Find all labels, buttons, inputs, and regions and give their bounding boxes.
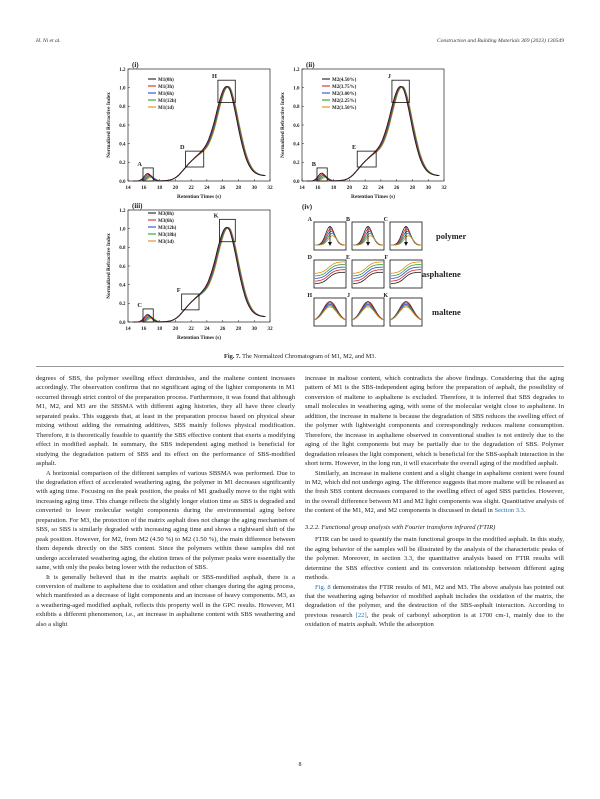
y-tick-label: 0.6 — [119, 264, 126, 270]
x-axis-label: Retention Times (s) — [351, 194, 395, 200]
y-axis-label: Normalized Refractive Index — [106, 233, 112, 299]
y-tick-label: 1.0 — [119, 227, 126, 233]
y-tick-label: 0.0 — [293, 179, 300, 185]
y-tick-label: 0.8 — [293, 105, 300, 111]
panel-label: (iv) — [302, 203, 313, 211]
y-tick-label: 0.4 — [119, 142, 126, 148]
section-heading: 3.2.2. Functional group analysis with Fourier transform infrared (FTIR) — [305, 523, 496, 531]
zoom-box-label: C — [137, 301, 142, 309]
legend-entry: M3(1d) — [158, 239, 174, 245]
zoom-thumbnail — [314, 298, 346, 326]
zoom-box-label: E — [352, 144, 357, 152]
x-tick-label: 14 — [125, 326, 131, 332]
thumbnail-line — [391, 306, 421, 320]
reference-link[interactable]: [22] — [355, 611, 367, 619]
y-tick-label: 0.8 — [119, 105, 126, 111]
x-tick-label: 16 — [141, 185, 147, 191]
page-number: 8 — [298, 762, 302, 768]
zoom-thumbnail-label: A — [307, 217, 312, 223]
x-tick-label: 14 — [299, 185, 305, 191]
body-paragraph: It is generally believed that in the matrix asphalt or SBS-modified asphalt, there is a conversion of maltene to asphaltene due to oxidation and other changes during the aging process, which manifested as a decrease of light components and an increase of heavy components. M3, as a weathering-aged modified asphalt, reflects this property well in the GPC results. However, M1 exhibits a different phenomenon, i.e., an increase in asphaltene content with SBS weathering and also a slight — [36, 573, 295, 628]
x-tick-label: 22 — [188, 185, 194, 191]
zoom-box-label: A — [137, 160, 142, 168]
zoom-thumbnail — [352, 298, 384, 326]
thumbnail-line — [315, 306, 345, 320]
left-column — [36, 374, 295, 629]
y-axis-label: Normalized Refractive Index — [106, 92, 112, 158]
running-header-authors: H. Ni et al. — [36, 38, 61, 44]
body-paragraph: degrees of SBS, the polymer swelling effect diminishes, and the maltene content increases accordingly. The observation confirms that no significant aging of the lighter components in M1 occurred through strict control of the preparation process. Furthermore, it was found that although M1, M2, and M3 are the SBSMA with different aging histories, they all have three clearly separated peaks. This suggests that, at least in the preparation process based on physical shear mixing without adding the remaining additives, SBS mainly follows physical modification. Therefore, it is theoretically feasible to quantify the SBS effective content that exerts a modifying effect in modified asphalt. In summary, the SBS independent aging method is beneficial for studying the degradation pattern of SBS and its effect on the performance of SBS-modified asphalt. — [36, 375, 295, 468]
zoom-box-label: H — [212, 73, 217, 81]
thumbnail-line — [353, 307, 383, 320]
zoom-thumbnail-label: D — [307, 255, 312, 261]
figure-7 — [90, 50, 510, 350]
x-axis-label: Retention Times (s) — [177, 335, 221, 341]
arrow-icon — [404, 242, 408, 246]
x-tick-label: 30 — [251, 185, 257, 191]
arrow-icon — [366, 242, 370, 246]
zoom-thumbnail-label: E — [345, 255, 350, 261]
zoom-thumbnail-label: F — [384, 255, 388, 261]
group-label-polymer: polymer — [436, 231, 467, 241]
legend-entry: M2(4.50%) — [332, 77, 357, 83]
zoom-thumbnail-label: H — [307, 293, 312, 299]
zoom-thumbnail-label: C — [383, 217, 388, 223]
y-tick-label: 1.0 — [293, 86, 300, 92]
legend-entry: M2(2.25%) — [332, 98, 357, 104]
zoom-thumbnail — [390, 298, 422, 326]
y-tick-label: 0.2 — [293, 161, 300, 167]
y-tick-label: 1.0 — [119, 86, 126, 92]
body-paragraph: increase in maltose content, which contradicts the above findings. Considering that the aging pattern of M1 is the SBS-independent aging before the preparation of asphalt, the possibility of conversion of maltene to asphaltene is excluded. Therefore, it is inferred that SBS degrades to small molecules in weathering aging, with some of the molecular weight close to asphaltene. In addition, the increase in maltene is because the degradation of SBS reduces the swelling effect of the polymer with lightweight components and correspondingly reduces maltene consumption. Therefore, the increase in asphaltene observed in conventional studies is not entirely due to the aging of the light components but may be partially due to the degradation of SBS. Polymer degradation releases the light component, which is beneficial for the SBS-asphalt interaction in the short term. However, in the long run, it will exacerbate the overall aging of the modified asphalt. — [305, 375, 564, 468]
zoom-box-label: D — [180, 144, 185, 152]
section-link[interactable]: Section 3.3 — [494, 507, 524, 515]
x-tick-label: 16 — [141, 326, 147, 332]
x-tick-label: 20 — [172, 185, 178, 191]
legend-entry: M3(18h) — [158, 232, 177, 238]
panel-label: (ii) — [306, 61, 315, 69]
y-tick-label: 1.2 — [119, 208, 126, 214]
y-tick-label: 0.2 — [119, 302, 126, 308]
y-tick-label: 1.2 — [293, 67, 300, 73]
legend-entry: M2(3.00%) — [332, 91, 357, 97]
thumbnail-line — [353, 306, 383, 320]
panel-label: (iii) — [132, 202, 143, 210]
figure-caption-text: The Normalized Chromatogram of M1, M2, and M3. — [242, 353, 377, 360]
legend-entry: M3(6h) — [158, 218, 174, 224]
legend-entry: M1(6h) — [158, 91, 174, 97]
legend-entry: M1(12h) — [158, 98, 177, 104]
body-paragraph: Fig. 8 demonstrates the FTIR results of M1, M2 and M3. The above analysis has pointed out that the weathering aging behavior of modified asphalt includes the oxidation of the matrix, the degradation of the polymer, and the destruction of the SBS-asphalt interaction. According to previous research [22], the peak of carbonyl adsorption is at 1700 cm-1, mainly due to the oxidation of matrix asphalt. While the adsorption — [305, 583, 565, 629]
x-tick-label: 28 — [235, 185, 242, 191]
x-tick-label: 32 — [267, 185, 273, 191]
y-tick-label: 1.2 — [119, 67, 126, 73]
figure-caption-label: Fig. 7. — [223, 353, 241, 360]
zoom-box-label: K — [213, 212, 219, 220]
thumbnail-line — [391, 307, 421, 320]
x-tick-label: 20 — [346, 185, 352, 191]
y-tick-label: 0.6 — [293, 123, 300, 129]
caption-divider — [36, 366, 564, 367]
x-tick-label: 26 — [394, 185, 400, 191]
figure-link[interactable]: Fig. 8 — [315, 583, 331, 591]
group-label-asphaltene: asphaltene — [422, 269, 461, 279]
x-tick-label: 24 — [378, 185, 384, 191]
legend-entry: M3(12h) — [158, 225, 177, 231]
figure-caption — [0, 353, 600, 360]
panel-label: (i) — [132, 61, 139, 69]
x-tick-label: 28 — [235, 326, 242, 332]
zoom-thumbnail-label: J — [347, 293, 350, 299]
y-tick-label: 0.0 — [119, 320, 126, 326]
body-paragraph: FTIR can be used to quantify the main functional groups in the modified asphalt. In this study, the aging behavior of the samples will be illustrated by the analysis of the characteristic peaks of the polymer. Moreover, in section 3.3, the quantitative analysis based on FTIR results will determine the SBS effective content and its conversion relationship between different aging methods. — [305, 536, 564, 582]
x-tick-label: 32 — [267, 326, 273, 332]
x-tick-label: 22 — [188, 326, 194, 332]
y-tick-label: 0.8 — [119, 246, 126, 252]
legend-entry: M1(3h) — [158, 84, 174, 90]
y-tick-label: 0.6 — [119, 123, 126, 129]
x-tick-label: 28 — [409, 185, 416, 191]
x-tick-label: 30 — [425, 185, 431, 191]
y-tick-label: 0.4 — [293, 142, 300, 148]
body-paragraph: A horizontal comparison of the different samples of various SBSMA was performed. Due to the degradation effect of accelerated weathering aging, the polymer in M1 decreases significantly with aging time. Focusing on the peak position, the peaks of M1 gradually move to the right with increasing aging time. This change reflects the slightly longer elution time as SBS is degraded and converted to lower molecular weight components during the environmental aging before preparation. For M3, the protection of the matrix asphalt does not change the aging mechanism of SBS, so SBS is similarly degraded with increasing aging time and shows a rightward shift of the peak position. However, for M2, from M2 (4.50 %) to M2 (1.50 %), the main difference between them depends directly on the SBS content. Since the polymers within these samples did not undergo accelerated weathering aging, the elution times of the polymer peaks were essentially the same, with only the peaks being lower with the reduction of SBS. — [36, 469, 295, 572]
y-tick-label: 0.4 — [119, 283, 126, 289]
legend-entry: M1(0h) — [158, 77, 174, 83]
group-label-maltene: maltene — [432, 307, 461, 317]
body-paragraph: Similarly, an increase in maltene content and a slight change in asphaltene content were found in M2, which did not undergo aging. The difference suggests that more maltene will be released as the fresh SBS content decreases compared to the swelling effect of aged SBS particles. However, in the overall difference between M1 and M2 light components was slight. Quantitative analysis of the content of the M1, M2, and M2 components is discussed in detail in Section 3.3. — [305, 469, 564, 515]
x-tick-label: 18 — [156, 185, 163, 191]
x-tick-label: 18 — [330, 185, 337, 191]
zoom-box — [182, 294, 199, 310]
zoom-box-label: J — [387, 73, 391, 81]
running-header-journal: Construction and Building Materials 369 (2023) 130549 — [436, 38, 564, 44]
legend-entry: M2(1.50%) — [332, 105, 357, 111]
x-tick-label: 16 — [315, 185, 321, 191]
legend-entry: M2(3.75%) — [332, 84, 357, 90]
x-tick-label: 32 — [441, 185, 447, 191]
zoom-thumbnail-label: K — [383, 293, 388, 299]
legend-entry: M1(1d) — [158, 105, 174, 111]
x-axis-label: Retention Times (s) — [177, 194, 221, 200]
x-tick-label: 18 — [156, 326, 163, 332]
right-column — [305, 374, 564, 630]
x-tick-label: 26 — [220, 185, 226, 191]
thumbnail-line — [315, 307, 345, 320]
y-tick-label: 0.2 — [119, 161, 126, 167]
x-tick-label: 26 — [220, 326, 226, 332]
y-axis-label: Normalized Refractive Index — [280, 92, 286, 158]
legend-entry: M3(0h) — [158, 211, 174, 217]
y-tick-label: 0.0 — [119, 179, 126, 185]
x-tick-label: 24 — [204, 326, 210, 332]
zoom-thumbnail-label: B — [345, 217, 350, 223]
zoom-box-label: B — [311, 160, 316, 168]
zoom-box-label: F — [176, 287, 181, 294]
x-tick-label: 30 — [251, 326, 257, 332]
x-tick-label: 20 — [172, 326, 178, 332]
x-tick-label: 24 — [204, 185, 210, 191]
arrow-icon — [328, 242, 332, 246]
x-tick-label: 22 — [362, 185, 368, 191]
x-tick-label: 14 — [125, 185, 131, 191]
